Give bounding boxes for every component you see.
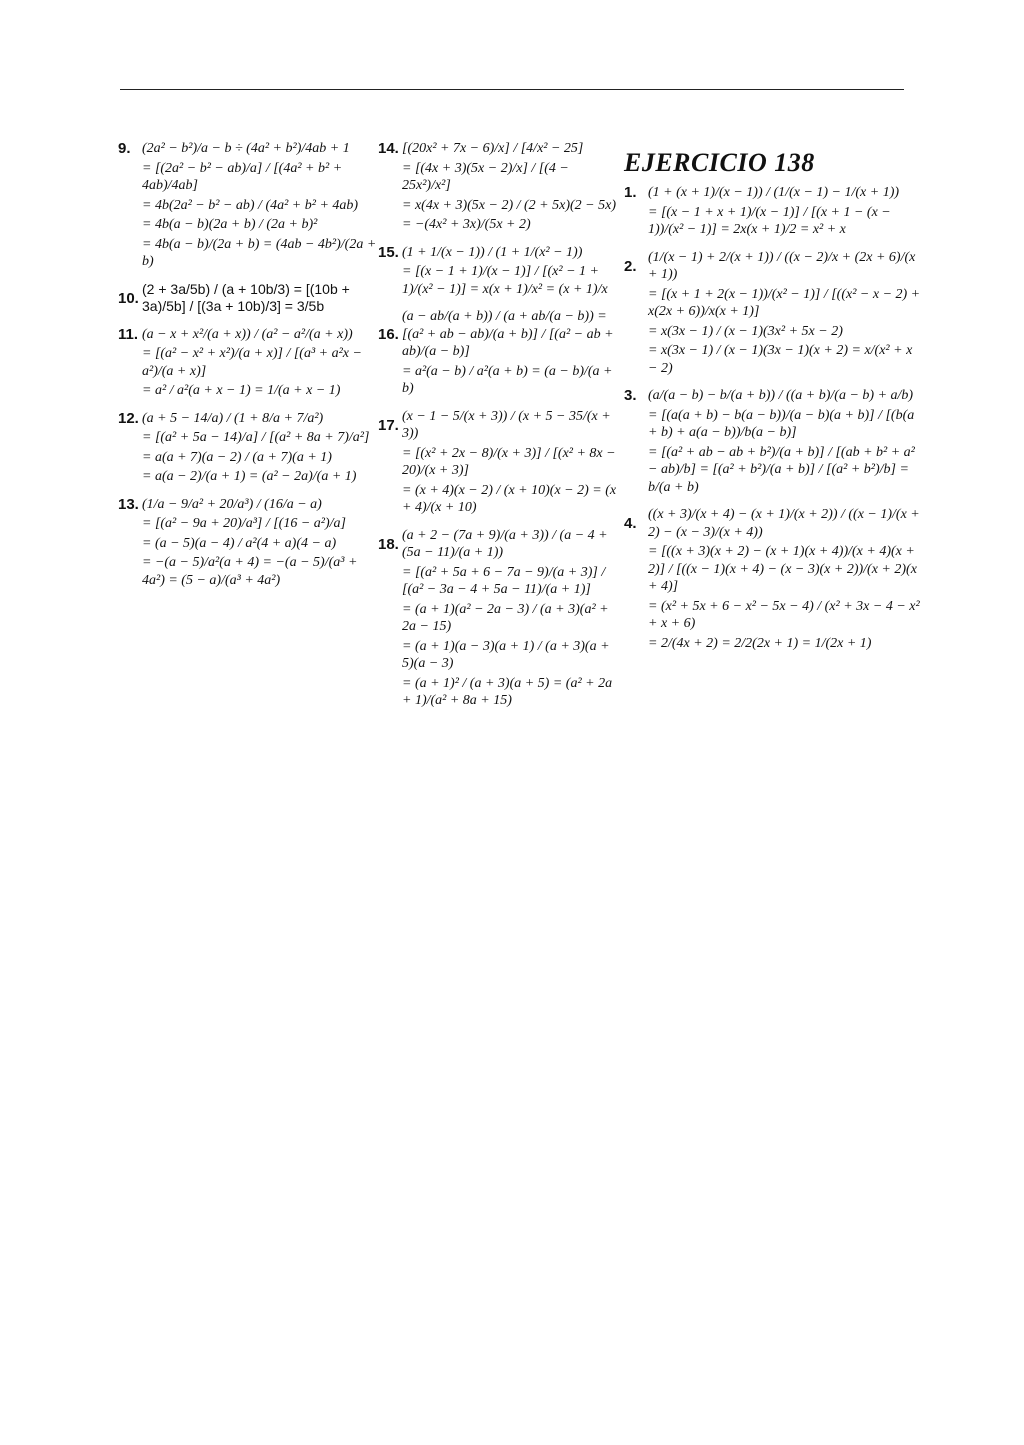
math-expression: (a − x + x²/(a + x)) / (a² − a²/(a + x)) bbox=[142, 326, 353, 342]
problem-9 bbox=[118, 140, 380, 271]
math-step: = [(a² − x² + x²)/(a + x)] / [(a³ + a²x − a²)/(a + x)] bbox=[142, 346, 362, 379]
problem-16 bbox=[378, 308, 618, 398]
problem-number: 2. bbox=[624, 257, 637, 275]
problem-12 bbox=[118, 410, 380, 486]
math-step: = x(4x + 3)(5x − 2) / (2 + 5x)(2 − 5x) bbox=[402, 197, 616, 213]
math-step: = x(3x − 1) / (x − 1)(3x − 1)(x + 2) = x/(x² + x − 2) bbox=[648, 343, 913, 376]
problem-3 bbox=[624, 387, 924, 496]
problem-number: 9. bbox=[118, 140, 131, 158]
math-expression: (2a² − b²)/a − b ÷ (4a² + b²)/4ab + 1 bbox=[142, 141, 350, 156]
math-step: = [(a² − 9a + 20)/a³] / [(16 − a²)/a] bbox=[142, 516, 346, 531]
column-left bbox=[118, 140, 380, 595]
problem-17 bbox=[378, 408, 618, 517]
problem-number: 15. bbox=[378, 243, 399, 261]
math-expression: (1 + 1/(x − 1)) / (1 + 1/(x² − 1)) bbox=[402, 244, 583, 260]
math-expression: ((x + 3)/(x + 4) − (x + 1)/(x + 2)) / ((x − 1)/(x + 2) − (x − 3)/(x + 4)) bbox=[648, 507, 920, 540]
math-step: = [(4x + 3)(5x − 2)/x] / [(4 − 25x²)/x²] bbox=[402, 160, 569, 193]
math-expression: (1/(x − 1) + 2/(x + 1)) / ((x − 2)/x + (2x + 6)/(x + 1)) bbox=[648, 249, 916, 282]
problem-number: 14. bbox=[378, 140, 399, 158]
math-step: = a(a − 2)/(a + 1) = (a² − 2a)/(a + 1) bbox=[142, 469, 357, 484]
problem-number: 12. bbox=[118, 409, 139, 427]
problem-4 bbox=[624, 506, 924, 652]
problem-number: 1. bbox=[624, 184, 637, 202]
math-step: = (x² + 5x + 6 − x² − 5x − 4) / (x² + 3x − 4 − x² + x + 6) bbox=[648, 598, 920, 631]
math-expression: (1 + (x + 1)/(x − 1)) / (1/(x − 1) − 1/(x + 1)) bbox=[648, 185, 900, 200]
problem-13 bbox=[118, 496, 380, 590]
math-step: = 2/(4x + 2) = 2/2(2x + 1) = 1/(2x + 1) bbox=[648, 635, 872, 651]
math-step: = [(x² + 2x − 8)/(x + 3)] / [(x² + 8x − 20)/(x + 3)] bbox=[402, 445, 616, 478]
math-expression: (1/a − 9/a² + 20/a³) / (16/a − a) bbox=[142, 496, 322, 512]
math-step: = (a + 1)(a − 3)(a + 1) / (a + 3)(a + 5)(a − 3) bbox=[402, 638, 610, 671]
problem-18 bbox=[378, 527, 618, 710]
math-step: = [(x + 1 + 2(x − 1))/(x² − 1)] / [((x² − x − 2) + x(2x + 6))/x(x + 1)] bbox=[648, 286, 921, 319]
problem-number: 17. bbox=[378, 416, 399, 434]
math-step: = a² / a²(a + x − 1) = 1/(a + x − 1) bbox=[142, 383, 341, 398]
problem-10 bbox=[118, 281, 380, 316]
math-step: = −(a − 5)/a²(a + 4) = −(a − 5)/(a³ + 4a²) = (5 − a)/(a³ + 4a²) bbox=[142, 555, 358, 588]
math-step: = [(a² + 5a − 14)/a] / [(a² + 8a + 7)/a²] bbox=[142, 430, 370, 445]
math-step: = a²(a − b) / a²(a + b) = (a − b)/(a + b) bbox=[402, 363, 613, 396]
math-step: = [(x − 1 + x + 1)/(x − 1)] / [(x + 1 − (x − 1))/(x² − 1)] = 2x(x + 1)/2 = x² + x bbox=[648, 204, 891, 237]
math-expression: (a − ab/(a + b)) / (a + ab/(a − b)) = [(a² + ab − ab)/(a + b)] / [(a² − ab + ab)/(a − b)] bbox=[402, 309, 614, 359]
math-step: = 4b(2a² − b² − ab) / (4a² + b² + 4ab) bbox=[142, 197, 359, 213]
math-step: = (a + 1)² / (a + 3)(a + 5) = (a² + 2a + 1)/(a² + 8a + 15) bbox=[402, 675, 613, 708]
problem-number: 3. bbox=[624, 387, 637, 405]
math-expression: (2 + 3a/5b) / (a + 10b/3) = [(10b + 3a)/5b] / [(3a + 10b)/3] = 3/5b bbox=[142, 280, 350, 314]
exercise-title: EJERCICIO 138 bbox=[624, 148, 815, 177]
math-step: = −(4x² + 3x)/(5x + 2) bbox=[402, 217, 531, 232]
problem-1 bbox=[624, 184, 924, 239]
math-expression: (x − 1 − 5/(x + 3)) / (x + 5 − 35/(x + 3)) bbox=[402, 408, 611, 441]
problem-14 bbox=[378, 140, 618, 234]
problem-number: 13. bbox=[118, 495, 139, 513]
problem-number: 11. bbox=[118, 325, 139, 343]
problem-11 bbox=[118, 326, 380, 400]
math-step: = [((x + 3)(x + 2) − (x + 1)(x + 4))/(x + 4)(x + 2)] / [((x − 1)(x + 4) − (x − 3)(x + 2))/(x + 2)(x + 4)] bbox=[648, 544, 917, 594]
math-expression: (a + 5 − 14/a) / (1 + 8/a + 7/a²) bbox=[142, 410, 324, 426]
math-step: = 4b(a − b)(2a + b) / (2a + b)² bbox=[142, 217, 318, 232]
math-step: = (x + 4)(x − 2) / (x + 10)(x − 2) = (x + 4)/(x + 10) bbox=[402, 482, 617, 515]
math-step: = [(x − 1 + 1)/(x − 1)] / [(x² − 1 + 1)/(x² − 1)] = x(x + 1)/x² = (x + 1)/x bbox=[402, 264, 608, 297]
math-step: = [(a(a + b) − b(a − b))/(a − b)(a + b)] / [(b(a + b) + a(a − b))/b(a − b)] bbox=[648, 407, 915, 440]
math-step: = (a + 1)(a² − 2a − 3) / (a + 3)(a² + 2a − 15) bbox=[402, 601, 609, 634]
column-right bbox=[624, 140, 924, 658]
problem-2 bbox=[624, 249, 924, 378]
math-step: = [(a² + 5a + 6 − 7a − 9)/(a + 3)] / [(a² − 3a − 4 + 5a − 11)/(a + 1)] bbox=[402, 564, 606, 597]
problem-number: 18. bbox=[378, 535, 399, 553]
problem-number: 16. bbox=[378, 325, 399, 343]
header-rule bbox=[120, 89, 904, 90]
math-step: = 4b(a − b)/(2a + b) = (4ab − 4b²)/(2a + b) bbox=[142, 236, 377, 269]
math-step: = [(a² + ab − ab + b²)/(a + b)] / [(ab + b² + a² − ab)/b] = [(a² + b²)/(a + b)] / [(a² + b²)/b] = b/(a + b) bbox=[648, 444, 915, 495]
math-step: = a(a + 7)(a − 2) / (a + 7)(a + 1) bbox=[142, 449, 332, 465]
math-step: = (a − 5)(a − 4) / a²(4 + a)(4 − a) bbox=[142, 535, 337, 551]
math-expression: (a + 2 − (7a + 9)/(a + 3)) / (a − 4 + (5a − 11)/(a + 1)) bbox=[402, 527, 608, 560]
math-step: = x(3x − 1) / (x − 1)(3x² + 5x − 2) bbox=[648, 323, 843, 339]
math-step: = [(2a² − b² − ab)/a] / [(4a² + b² + 4ab)/4ab] bbox=[142, 160, 343, 193]
problem-number: 10. bbox=[118, 289, 139, 307]
column-middle bbox=[378, 140, 618, 716]
problem-15 bbox=[378, 244, 618, 299]
math-expression: [(20x² + 7x − 6)/x] / [4/x² − 25] bbox=[402, 141, 584, 156]
math-expression: (a/(a − b) − b/(a + b)) / ((a + b)/(a − b) + a/b) bbox=[648, 388, 914, 403]
problem-number: 4. bbox=[624, 515, 637, 532]
